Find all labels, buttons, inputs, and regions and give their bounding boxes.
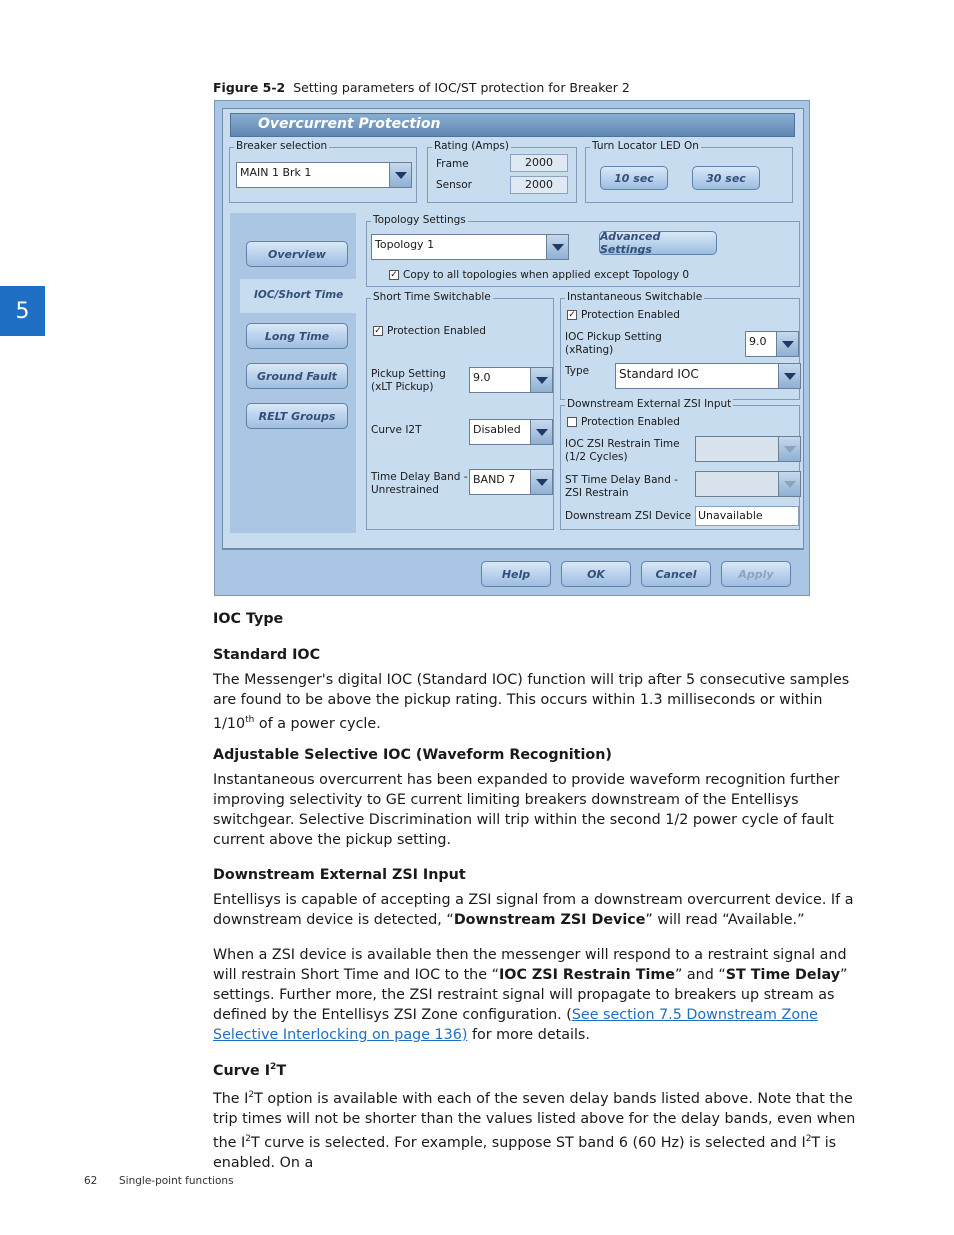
topology-select-value: Topology 1: [375, 238, 435, 251]
inst-protection-label: Protection Enabled: [581, 309, 680, 321]
delay-sublabel: Unrestrained: [371, 484, 439, 496]
ok-button[interactable]: OK: [561, 561, 631, 587]
st-zsi-label: ST Time Delay Band -: [565, 474, 678, 486]
locator-10sec-button[interactable]: 10 sec: [600, 166, 668, 190]
chevron-down-icon[interactable]: [778, 364, 800, 388]
locator-group: [585, 140, 793, 203]
bold-run: ST Time Delay: [725, 967, 841, 983]
breaker-select[interactable]: [236, 162, 412, 188]
zsi-restrain-label: IOC ZSI Restrain Time: [565, 438, 680, 450]
st-zsi-select[interactable]: [695, 471, 801, 497]
bold-run: IOC ZSI Restrain Time: [498, 967, 675, 983]
ioc-pickup-value: 9.0: [749, 335, 767, 348]
nav-relt-groups[interactable]: RELT Groups: [246, 403, 348, 429]
delay-select[interactable]: [469, 469, 553, 495]
locator-30sec-button[interactable]: 30 sec: [692, 166, 760, 190]
zsi-restrain-sublabel: (1/2 Cycles): [565, 451, 628, 463]
superscript: 2: [270, 1062, 277, 1072]
nav-overview[interactable]: Overview: [246, 241, 348, 267]
text-run: ” will read “Available.”: [645, 912, 805, 928]
zsi-protection-checkbox[interactable]: [567, 417, 577, 427]
type-select-value: Standard IOC: [619, 367, 699, 381]
zsi-device-label: Downstream ZSI Device: [565, 510, 692, 522]
inst-protection-checkbox[interactable]: ✓: [568, 310, 576, 320]
delay-select-value: BAND 7: [473, 473, 516, 486]
superscript: 2: [245, 1133, 251, 1144]
heading-ioc-type: IOC Type: [213, 611, 284, 627]
heading-curve-i2t: [213, 1062, 286, 1079]
breaker-select-value: MAIN 1 Brk 1: [240, 166, 312, 179]
zsi-group: [560, 398, 800, 530]
chevron-down-icon[interactable]: [546, 235, 568, 259]
breaker-selection-title: Breaker selection: [236, 140, 328, 152]
paragraph-curve-i2t: [213, 1085, 858, 1173]
rating-group: [427, 140, 577, 203]
st-protection-checkbox[interactable]: ✓: [374, 326, 382, 336]
paragraph-standard-ioc: [213, 670, 858, 734]
instantaneous-group: [560, 291, 800, 400]
text-run: for more details.: [467, 1027, 590, 1043]
text-run: T is enabled. On a: [213, 1134, 837, 1171]
short-time-title: Short Time Switchable: [373, 291, 491, 303]
nav-ioc-short-time-label: IOC/Short Time: [254, 289, 344, 301]
text-run: T option is available with each of the seven delay bands listed above. Note that the trip times will not be shorter than the values listed above for the delay bands, even when the I: [213, 1090, 856, 1151]
topology-group: [366, 214, 800, 287]
bold-run: Downstream ZSI Device: [453, 912, 646, 928]
overcurrent-window: [222, 108, 804, 549]
pickup-select-value: 9.0: [473, 371, 491, 384]
superscript: 2: [805, 1133, 812, 1144]
chevron-down-icon[interactable]: [778, 437, 800, 461]
paragraph-downstream-zsi: [213, 890, 858, 930]
chevron-down-icon[interactable]: [530, 368, 552, 392]
ioc-pickup-label: IOC Pickup Setting: [565, 331, 662, 343]
type-select[interactable]: [615, 363, 801, 389]
text-run: The I: [213, 1090, 249, 1107]
paragraph-zsi-restraint: [213, 945, 858, 1045]
delay-label: Time Delay Band -: [371, 471, 468, 483]
paragraph-adjustable-ioc: Instantaneous overcurrent has been expanded to provide waveform recognition further improving selectivity to GE current limiting breakers downstream of the Entellisys switchgear. Selective Discrimination will trip within the second 1/2 power cycle of fault current above the pickup setting.: [213, 772, 840, 848]
chevron-down-icon[interactable]: [389, 163, 411, 187]
side-navigation: [230, 213, 356, 533]
curve-label: Curve I2T: [371, 424, 422, 436]
window-title: Overcurrent Protection: [258, 116, 441, 132]
text-run: The Messenger's digital IOC (Standard IOC) function will trip after 5 consecutive samples are found to be above the pickup rating. This occurs within 1.3 milliseconds or within 1/10: [213, 672, 850, 732]
heading-standard-ioc: Standard IOC: [213, 647, 321, 663]
chevron-down-icon[interactable]: [778, 472, 800, 496]
text-run: T: [276, 1062, 287, 1079]
heading-downstream-zsi: Downstream External ZSI Input: [213, 867, 466, 883]
chevron-down-icon[interactable]: [776, 332, 798, 356]
section-link[interactable]: See section 7.5 Downstream Zone Selective Interlocking on page 136): [213, 1007, 818, 1043]
pickup-label: Pickup Setting: [371, 368, 446, 380]
nav-ioc-short-time[interactable]: [240, 279, 366, 313]
apply-button[interactable]: Apply: [721, 561, 791, 587]
ioc-pickup-select[interactable]: [745, 331, 799, 357]
zsi-protection-label: Protection Enabled: [581, 416, 680, 428]
superscript: 2: [248, 1090, 255, 1100]
rating-title: Rating (Amps): [434, 140, 509, 152]
heading-adjustable-ioc: Adjustable Selective IOC (Waveform Recognition): [213, 747, 612, 763]
figure-title: Setting parameters of IOC/ST protection for Breaker 2: [293, 80, 630, 95]
nav-ground-fault[interactable]: Ground Fault: [246, 363, 348, 389]
text-run: Curve I: [213, 1062, 271, 1079]
footer-section: Single-point functions: [119, 1175, 234, 1187]
text-run: T curve is selected. For example, suppose ST band 6 (60 Hz) is selected and I: [250, 1134, 806, 1151]
topology-title: Topology Settings: [373, 214, 466, 226]
sensor-label: Sensor: [436, 179, 472, 191]
advanced-settings-button[interactable]: Advanced Settings: [599, 231, 717, 255]
text-run: of a power cycle.: [254, 715, 381, 732]
superscript: th: [245, 715, 255, 725]
frame-label: Frame: [436, 158, 469, 170]
help-button[interactable]: Help: [481, 561, 551, 587]
window-titlebar: [230, 113, 795, 137]
topology-select[interactable]: [371, 234, 569, 260]
nav-long-time[interactable]: Long Time: [246, 323, 348, 349]
screenshot-figure: [214, 100, 810, 596]
type-label: Type: [565, 365, 590, 377]
copy-topologies-label: Copy to all topologies when applied except Topology 0: [403, 269, 690, 281]
page-number: 62: [84, 1175, 98, 1187]
sensor-value: 2000: [510, 176, 568, 194]
figure-label: Figure 5-2: [213, 80, 286, 95]
st-protection-label: Protection Enabled: [387, 325, 486, 337]
st-zsi-sublabel: ZSI Restrain: [565, 487, 629, 499]
zsi-restrain-select[interactable]: [695, 436, 801, 462]
breaker-selection-group: [229, 140, 417, 203]
zsi-title: Downstream External ZSI Input: [567, 398, 732, 410]
curve-select[interactable]: [469, 419, 553, 445]
locator-title: Turn Locator LED On: [592, 140, 699, 152]
text-run: ” and “: [674, 967, 726, 983]
text-run: ” settings. Further more, the ZSI restraint signal will propagate to breakers up stream as defined by the Entellisys ZSI Zone configuration. (: [213, 967, 848, 1023]
text-run: Entellisys is capable of accepting a ZSI signal from a downstream overcurrent device. If a downstream device is detected, “: [213, 892, 854, 928]
window-divider: [222, 549, 804, 550]
text-run: When a ZSI device is available then the messenger will respond to a restraint signal and will restrain Short Time and IOC to the “: [213, 947, 847, 983]
figure-caption: [213, 80, 630, 95]
pickup-select[interactable]: [469, 367, 553, 393]
chevron-down-icon[interactable]: [530, 470, 552, 494]
instantaneous-title: Instantaneous Switchable: [567, 291, 703, 303]
frame-value: 2000: [510, 154, 568, 172]
ioc-pickup-sublabel: (xRating): [565, 344, 614, 356]
copy-topologies-checkbox[interactable]: ✓: [390, 270, 398, 280]
zsi-device-value: Unavailable: [695, 506, 799, 526]
chapter-tab: 5: [0, 286, 45, 336]
curve-select-value: Disabled: [473, 423, 521, 436]
short-time-group: [366, 291, 554, 530]
chevron-down-icon[interactable]: [530, 420, 552, 444]
pickup-sublabel: (xLT Pickup): [371, 381, 434, 393]
cancel-button[interactable]: Cancel: [641, 561, 711, 587]
